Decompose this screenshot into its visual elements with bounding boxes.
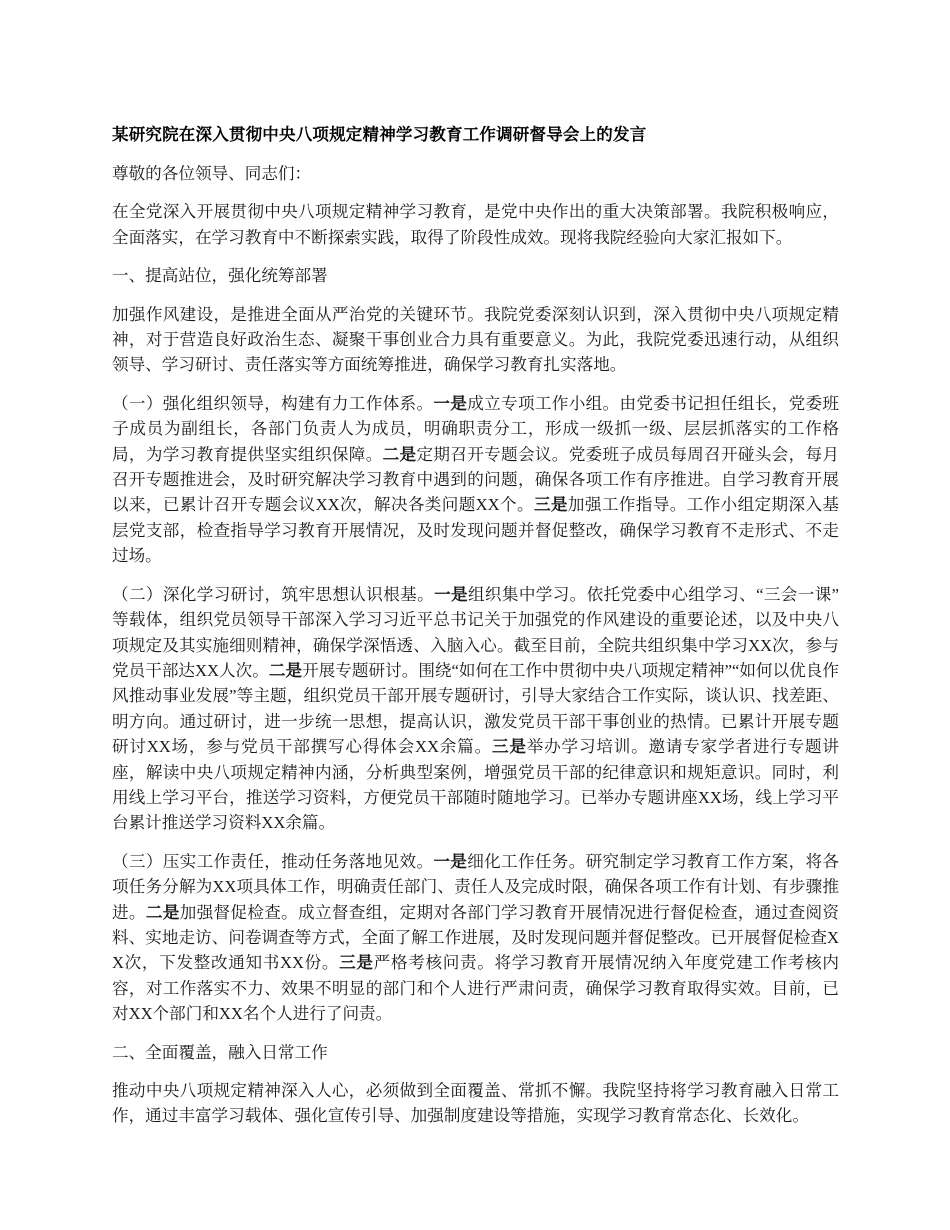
item-text: 加强督促检查。成立督查组，定期对各部门学习教育开展情况进行督促检查，通过查阅资料、实地走访、问卷调查等方式，全面了解工作进展，及时发现问题并督促整改。已开展督促检查XX次，下发整改通知书XX份。: [112, 902, 840, 973]
item-marker: 一是: [433, 393, 468, 413]
item-marker: 三是: [533, 495, 568, 515]
salutation: 尊敬的各位领导、同志们：: [112, 164, 312, 183]
document-body: [112, 122, 839, 1129]
item-text: 加强工作指导。工作小组定期深入基层党支部，检查指导学习教育开展情况，及时发现问题并督促整改，确保学习教育不走形式、不走过场。: [112, 495, 840, 566]
item-text: 细化工作任务。研究制定学习教育工作方案，将各项任务分解为XX项具体工作，明确责任部门、责任人及完成时限，确保各项工作有计划、有步骤推进。: [112, 851, 840, 922]
subsection-1-2: [112, 582, 839, 836]
section-1-lead: 加强作风建设，是推进全面从严治党的关键环节。我院党委深刻认识到，深入贯彻中央八项规定精神，对于营造良好政治生态、凝聚干事创业合力具有重要意义。为此，我院党委迅速行动，从组织领导、学习研讨、责任落实等方面统筹推进，确保学习教育扎实落地。: [112, 304, 839, 375]
item-text: 组织集中学习。依托党委中心组学习、“三会一课”等载体，组织党员领导干部深入学习习近平总书记关于加强党的作风建设的重要论述，以及中央八项规定及其实施细则精神，确保学深悟透、入脑入心。截至目前，全院共组织集中学习XX次，参与党员干部达XX人次。: [112, 584, 840, 680]
subsection-1-2-label: （二）深化学习研讨，筑牢思想认识根基。: [112, 584, 435, 604]
subsection-1-3-label: （三）压实工作责任，推动任务落地见效。: [112, 851, 434, 871]
subsection-1-1-label: （一）强化组织领导，构建有力工作体系。: [112, 393, 434, 413]
intro-paragraph: 在全党深入开展贯彻中央八项规定精神学习教育，是党中央作出的重大决策部署。我院积极响应，全面落实，在学习教育中不断探索实践，取得了阶段性成效。现将我院经验向大家汇报如下。: [112, 202, 839, 247]
item-text: 开展专题研讨。围绕“如何在工作中贯彻中央八项规定精神”“如何以优良作风推动事业发展”等主题，组织党员干部开展专题研讨，引导大家结合工作实际，谈认识、找差距、明方向。通过研讨，进一步统一思想，提高认识，激发党员干部干事创业的热情。已累计开展专题研讨XX场，参与党员干部撰写心得体会XX余篇。: [112, 660, 840, 757]
item-marker: 一是: [434, 584, 468, 604]
item-marker: 二是: [382, 444, 417, 464]
section-heading-1: 一、提高站位，强化统筹部署: [112, 266, 328, 286]
item-marker: 三是: [491, 737, 527, 757]
item-text: 举办学习培训。邀请专家学者进行专题讲座，解读中央八项规定精神内涵，分析典型案例，增强党员干部的纪律意识和规矩意识。同时，利用线上学习平台，推送学习资料，方便党员干部随时随地学习。已举办专题讲座XX场，线上学习平台累计推送学习资料XX余篇。: [112, 737, 840, 833]
item-text: 成立专项工作小组。由党委书记担任组长，党委班子成员为副组长，各部门负责人为成员，明确职责分工，形成一级抓一级、层层抓落实的工作格局，为学习教育提供坚实组织保障。: [112, 393, 840, 464]
section-heading-2: 二、全面覆盖，融入日常工作: [112, 1042, 328, 1062]
item-text: 定期召开专题会议。党委班子成员每周召开碰头会，每月召开专题推进会，及时研究解决学习教育中遇到的问题，确保各项工作有序推进。自学习教育开展以来，已累计召开专题会议XX次，解决各类问题XX个。: [112, 444, 840, 515]
item-marker: 二是: [268, 660, 303, 680]
subsection-1-3: [112, 849, 839, 1027]
document-title: 某研究院在深入贯彻中央八项规定精神学习教育工作调研督导会上的发言: [112, 125, 647, 144]
item-marker: 二是: [145, 902, 180, 922]
item-text: 严格考核问责。将学习教育开展情况纳入年度党建工作考核内容，对工作落实不力、效果不明显的部门和个人进行严肃问责，确保学习教育取得实效。目前，已对XX个部门和XX名个人进行了问责。: [112, 953, 840, 1024]
section-2-lead: 推动中央八项规定精神深入人心，必须做到全面覆盖、常抓不懈。我院坚持将学习教育融入日常工作，通过丰富学习载体、强化宣传引导、加强制度建设等措施，实现学习教育常态化、长效化。: [112, 1081, 839, 1126]
item-marker: 一是: [433, 851, 468, 871]
item-marker: 三是: [339, 953, 374, 973]
subsection-1-1: [112, 391, 839, 569]
